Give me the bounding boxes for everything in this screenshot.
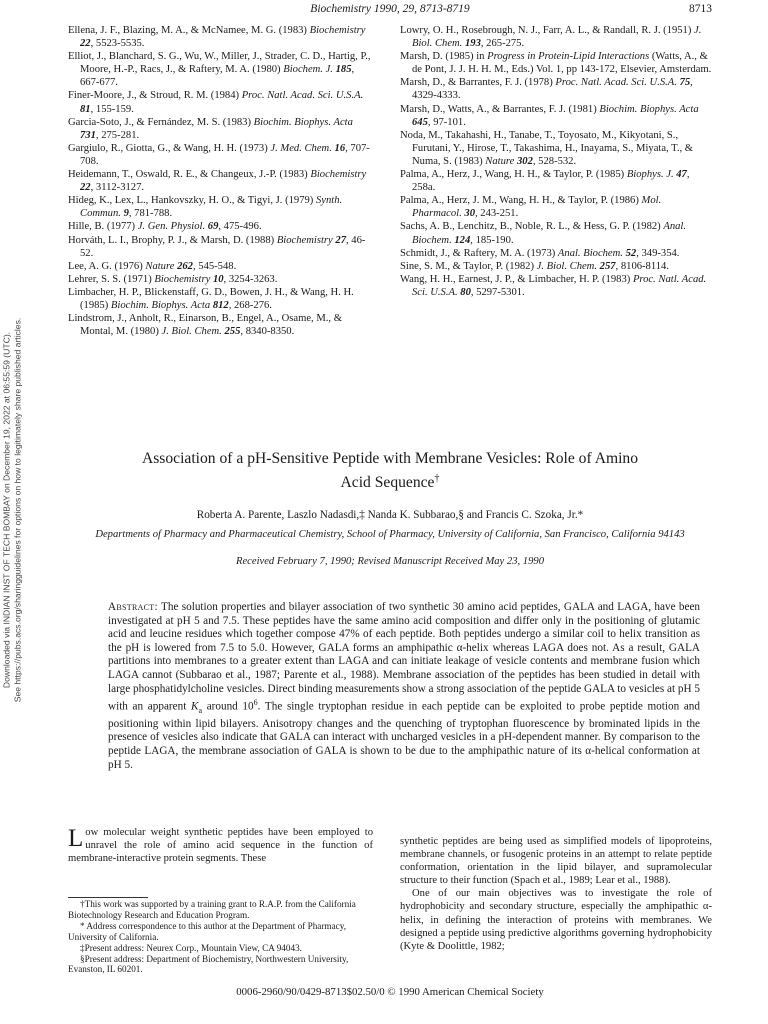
reference-authors: Lee, A. G. (1976) — [68, 260, 146, 272]
reference-entry — [68, 234, 373, 260]
footnotes — [68, 899, 373, 975]
reference-journal: Biophys. J. — [626, 169, 674, 181]
body-paragraph-2: One of our main objectives was to investigate the role of hydrophobicity and secondary structure, especially the amphipathic α-helix, in defining the interaction of proteins with membranes. We designed a peptide using predictive algorithms governing hydrophobicity (Kyte & Doolittle, 1982; — [400, 888, 712, 952]
abstract-text-2: around 10 — [202, 700, 254, 713]
reference-pages: , 3254-3263. — [223, 273, 278, 285]
body-left-column — [68, 826, 373, 865]
reference-volume: 9 — [123, 208, 129, 220]
reference-entry — [400, 50, 712, 76]
references-left-column — [68, 24, 373, 338]
reference-volume: 124 — [454, 234, 471, 246]
author-list: Roberta A. Parente, Laszlo Nadasdi,‡ Nanda K. Subbarao,§ and Francis C. Szoka, Jr.* — [196, 509, 584, 521]
reference-authors: Heidemann, T., Oswald, R. E., & Changeux, J.-P. (1983) — [68, 169, 311, 181]
reference-pages: , 8340-8350. — [240, 326, 295, 338]
reference-authors: Wang, H. H., Earnest, J. P., & Limbacher, H. P. (1983) — [400, 273, 633, 285]
reference-pages: , 5297-5301. — [470, 286, 525, 298]
reference-entry — [400, 168, 712, 194]
reference-volume: 812 — [212, 299, 229, 311]
reference-pages: , 475-496. — [218, 221, 262, 233]
reference-journal: J. Med. Chem. — [270, 142, 332, 154]
watermark-line-2: See https://pubs.acs.org/sharingguidelines for options on how to legitimately share published articles. — [12, 317, 22, 703]
reference-journal: Proc. Natl. Acad. Sci. U.S.A. — [555, 77, 677, 89]
reference-entry — [400, 129, 712, 168]
reference-journal: Proc. Natl. Acad. Sci. U.S.A. — [412, 273, 707, 298]
reference-entry — [400, 273, 712, 299]
reference-pages: , 528-532. — [532, 155, 577, 167]
reference-authors: Lindstrom, J., Anholt, R., Einarson, B., Engel, A., Osame, M., & Montal, M. (1980) — [68, 313, 342, 338]
reference-pages: , 265-275. — [480, 38, 525, 50]
footnote: §Present address: Department of Biochemistry, Northwestern University, Evanston, IL 60201. — [68, 953, 349, 975]
reference-pages: , 4329-4333. — [412, 77, 693, 102]
reference-journal: Synth. Commun. — [80, 195, 343, 220]
reference-pages: , 243-251. — [474, 208, 519, 220]
reference-volume: 52 — [625, 247, 637, 259]
reference-authors: Schmidt, J., & Raftery, M. A. (1973) — [400, 247, 558, 259]
reference-authors: Palma, A., Herz, J. M., Wang, H. H., & Taylor, P. (1986) — [400, 195, 642, 207]
reference-journal: J. Gen. Physiol. — [137, 221, 206, 233]
reference-authors: Hideg, K., Lex, L., Hankovszky, H. O., & Tigyi, J. (1979) — [68, 195, 316, 207]
reference-pages: (Watts, A., & de Pont, J. J. H. H. M., Eds.) Vol. 1, pp 143-172, Elsevier, Amsterdam. — [412, 51, 712, 76]
abstract-text-3: . The single tryptophan residue in each peptide can be exploited to probe peptide motion and positioning within lipid bilayers. Anisotropy changes and the quenching of tryptophan fluorescence by brominated lipids in the presence of vesicles also indicate that GALA can interact with uncharged vesicles in a pH-dependent manner. By comparison to the peptide LAGA, the membrane association of GALA is shown to be due to the amphipathic nature of its α-helical conformation at pH 5. — [108, 700, 700, 771]
reference-pages: , 8106-8114. — [615, 260, 670, 272]
reference-entry — [400, 260, 712, 273]
reference-entry — [68, 312, 373, 338]
reference-entry — [68, 50, 373, 89]
reference-volume: 27 — [335, 234, 346, 246]
reference-journal: Biochim. Biophys. Acta — [253, 116, 353, 128]
download-watermark — [0, 300, 25, 720]
reference-authors: Limbacher, H. P., Blickenstaff, G. D., Bowen, J. H., & Wang, H. H. (1985) — [68, 286, 354, 311]
reference-volume: 255 — [224, 326, 241, 338]
reference-pages: , 46-52. — [80, 234, 366, 259]
references-right-column — [400, 24, 712, 299]
reference-entry — [68, 89, 373, 115]
abstract-ka: K — [190, 700, 199, 713]
reference-pages: , 707-708. — [80, 142, 370, 167]
reference-entry — [68, 286, 373, 312]
reference-journal: Anal. Biochem. — [557, 247, 623, 259]
reference-journal: Anal. Biochem. — [412, 221, 687, 246]
reference-authors: Finer-Moore, J., & Stroud, R. M. (1984) — [68, 90, 242, 102]
reference-volume: 193 — [464, 38, 481, 50]
reference-authors: Marsh, D., & Barrantes, F. J. (1978) — [400, 77, 556, 89]
reference-authors: Sine, S. M., & Taylor, P. (1982) — [400, 260, 537, 272]
reference-pages: , 3112-3127. — [90, 182, 145, 194]
reference-journal: Biochim. Biophys. Acta — [599, 103, 699, 115]
reference-authors: Marsh, D. (1985) in — [400, 51, 488, 63]
reference-volume: 10 — [212, 273, 224, 285]
reference-entry — [68, 168, 373, 194]
reference-journal: Progress in Protein-Lipid Interactions — [487, 51, 650, 63]
reference-journal: Biochemistry — [309, 25, 366, 36]
reference-entry — [400, 247, 712, 260]
reference-volume: 81 — [80, 103, 91, 115]
reference-journal: Biochem. J. — [283, 64, 333, 76]
reference-pages: , 275-281. — [95, 129, 140, 141]
reference-pages: , 258a. — [412, 169, 690, 194]
reference-volume: 30 — [464, 208, 475, 220]
reference-pages: , 185-190. — [470, 234, 514, 246]
reference-journal: Proc. Natl. Acad. Sci. U.S.A. — [241, 90, 364, 102]
reference-authors: Gargiulo, R., Giotta, G., & Wang, H. H. (1973) — [68, 142, 271, 154]
title-line-1: Association of a pH-Sensitive Peptide with Membrane Vesicles: Role of Amino — [141, 450, 639, 467]
reference-pages: , 545-548. — [192, 260, 237, 272]
abstract-label: Abstract: — [108, 601, 158, 613]
drop-cap: L — [68, 825, 84, 852]
received-dates: Received February 7, 1990; Revised Manuscript Received May 23, 1990 — [236, 556, 544, 567]
reference-authors: Sachs, A. B., Lenchitz, B., Noble, R. L., & Hess, G. P. (1982) — [400, 221, 664, 233]
reference-authors: Hille, B. (1977) — [68, 221, 138, 233]
footnote: ‡Present address: Neurex Corp., Mountain View, CA 94043. — [80, 942, 302, 953]
reference-pages: , 781-788. — [128, 208, 173, 220]
watermark-line-1: Downloaded via INDIAN INST OF TECH BOMBAY on December 19, 2022 at 06:55:59 (UTC). — [1, 331, 12, 689]
journal-citation: Biochemistry 1990, 29, 8713-8719 — [310, 3, 470, 15]
reference-authors: Lowry, O. H., Rosebrough, N. J., Farr, A. L., & Randall, R. J. (1951) — [400, 25, 695, 36]
reference-entry — [400, 220, 712, 246]
abstract-ka-subscript: a — [198, 706, 203, 716]
reference-volume: 185 — [335, 64, 352, 76]
title-line-2-text: Acid Sequence — [340, 474, 435, 492]
reference-volume: 69 — [207, 221, 219, 233]
title-line-2 — [60, 469, 720, 493]
reference-volume: 47 — [676, 169, 687, 181]
reference-entry — [68, 194, 373, 220]
reference-journal: Nature — [145, 260, 175, 272]
reference-authors: Garcia-Soto, J., & Fernández, M. S. (1983) — [68, 116, 254, 128]
reference-volume: 75 — [679, 77, 691, 89]
reference-authors: Marsh, D., Watts, A., & Barrantes, F. J. (1981) — [400, 103, 600, 115]
reference-journal: Biochemistry — [310, 169, 367, 181]
reference-volume: 645 — [412, 116, 428, 128]
reference-entry — [68, 260, 373, 273]
reference-journal: J. Biol. Chem. — [161, 326, 222, 338]
article-title — [60, 449, 720, 493]
reference-volume: 262 — [177, 260, 193, 272]
footnote: †This work was supported by a training grant to R.A.P. from the California Biotechnology Research and Education Program. — [68, 899, 356, 920]
reference-entry — [68, 273, 373, 286]
reference-entry — [400, 194, 712, 220]
reference-authors: Elliot, J., Blanchard, S. G., Wu, W., Miller, J., Strader, C. D., Hartig, P., Moore, H.-P., Racs, J., & Raftery, M. A. (1980) — [68, 51, 371, 76]
reference-authors: Lehrer, S. S. (1971) — [68, 273, 155, 285]
abstract — [108, 601, 700, 772]
reference-entry — [400, 24, 712, 50]
footnote-rule — [68, 897, 148, 898]
reference-entry — [400, 76, 712, 102]
reference-volume: 16 — [334, 142, 346, 154]
reference-pages: , 155-159. — [90, 103, 134, 115]
reference-entry — [68, 116, 373, 142]
reference-entry — [68, 220, 373, 233]
reference-volume: 22 — [80, 182, 91, 194]
copyright-footer: 0006-2960/90/0429-8713$02.50/0 © 1990 American Chemical Society — [236, 986, 544, 998]
reference-journal: J. Biol. Chem. — [536, 260, 597, 272]
reference-pages: , 5523-5535. — [90, 38, 145, 50]
abstract-exponent: 6 — [253, 698, 258, 708]
reference-entry — [400, 103, 712, 129]
reference-volume: 22 — [80, 38, 91, 50]
reference-journal: Biochemistry — [276, 234, 333, 246]
running-header — [68, 3, 712, 19]
reference-authors: Horváth, L. I., Brophy, P. J., & Marsh, D. (1988) — [68, 234, 277, 246]
title-footnote-mark: † — [434, 473, 440, 484]
reference-journal: Mol. Pharmacol. — [412, 195, 662, 220]
watermark-text — [2, 318, 23, 703]
reference-pages: , 349-354. — [636, 247, 680, 259]
intro-paragraph: ow molecular weight synthetic peptides have been employed to unravel the role of amino acid sequence in the function of membrane-interactive protein segments. These — [68, 827, 373, 865]
reference-volume: 257 — [599, 260, 616, 272]
reference-volume: 302 — [516, 155, 533, 167]
reference-authors: Noda, M., Takahashi, H., Tanabe, T., Toyosato, M., Kikyotani, S., Furutani, Y., Hirose, T., Takashima, H., Inayama, S., Miyata, T., & Numa, S. (1983) — [400, 129, 694, 167]
reference-journal: Nature — [485, 155, 515, 167]
reference-pages: , 97-101. — [427, 116, 466, 128]
reference-journal: Biochemistry — [154, 273, 211, 285]
reference-entry — [68, 24, 373, 50]
reference-journal: Biochim. Biophys. Acta — [110, 299, 211, 311]
reference-authors: Palma, A., Herz, J., Wang, H. H., & Taylor, P. (1985) — [400, 169, 627, 181]
reference-authors: Ellena, J. F., Blazing, M. A., & McNamee, M. G. (1983) — [68, 25, 310, 36]
reference-journal: J. Biol. Chem. — [412, 25, 702, 50]
reference-entry — [68, 142, 373, 168]
reference-volume: 80 — [460, 286, 471, 298]
reference-pages: , 268-276. — [228, 299, 272, 311]
affiliation: Departments of Pharmacy and Pharmaceutical Chemistry, School of Pharmacy, University of California, San Francisco, California 94143 — [95, 529, 685, 540]
body-right-column — [400, 835, 712, 953]
body-paragraph-1: synthetic peptides are being used as simplified models of lipoproteins, membrane channels, or fusogenic proteins in an attempt to relate peptide conformation, orientation in the lipid bilayer, and supramolecular structure to their function (Spach et al., 1989; Lear et al., 1988). — [400, 836, 712, 887]
abstract-text-1: The solution properties and bilayer association of two synthetic 30 amino acid peptides, GALA and LAGA, have been investigated at pH 5 and 7.5. These peptides have the same amino acid composition and differ only in the positioning of glutamic acid and leucine residues which together compose 47% of each peptide. Both peptides undergo a similar coil to helix transition as the pH is lowered from 7.5 to 5.0. However, GALA forms an amphipathic α-helix whereas LAGA does not. As a result, GALA partitions into membranes to a greater extent than LAGA and can initiate leakage of vesicle contents and membrane fusion which LAGA cannot (Subbarao et al., 1987; Parente et al., 1988). Membrane association of the peptides has been studied in detail with large phosphatidylcholine vesicles. Direct binding measurements show a strong association of the peptide GALA to vesicles at pH 5 with an apparent — [108, 601, 700, 713]
footnote: * Address correspondence to this author at the Department of Pharmacy, University of California. — [68, 920, 347, 942]
reference-volume: 731 — [80, 129, 96, 141]
page-number: 8713 — [689, 3, 712, 15]
reference-pages: , 667-677. — [80, 64, 355, 89]
